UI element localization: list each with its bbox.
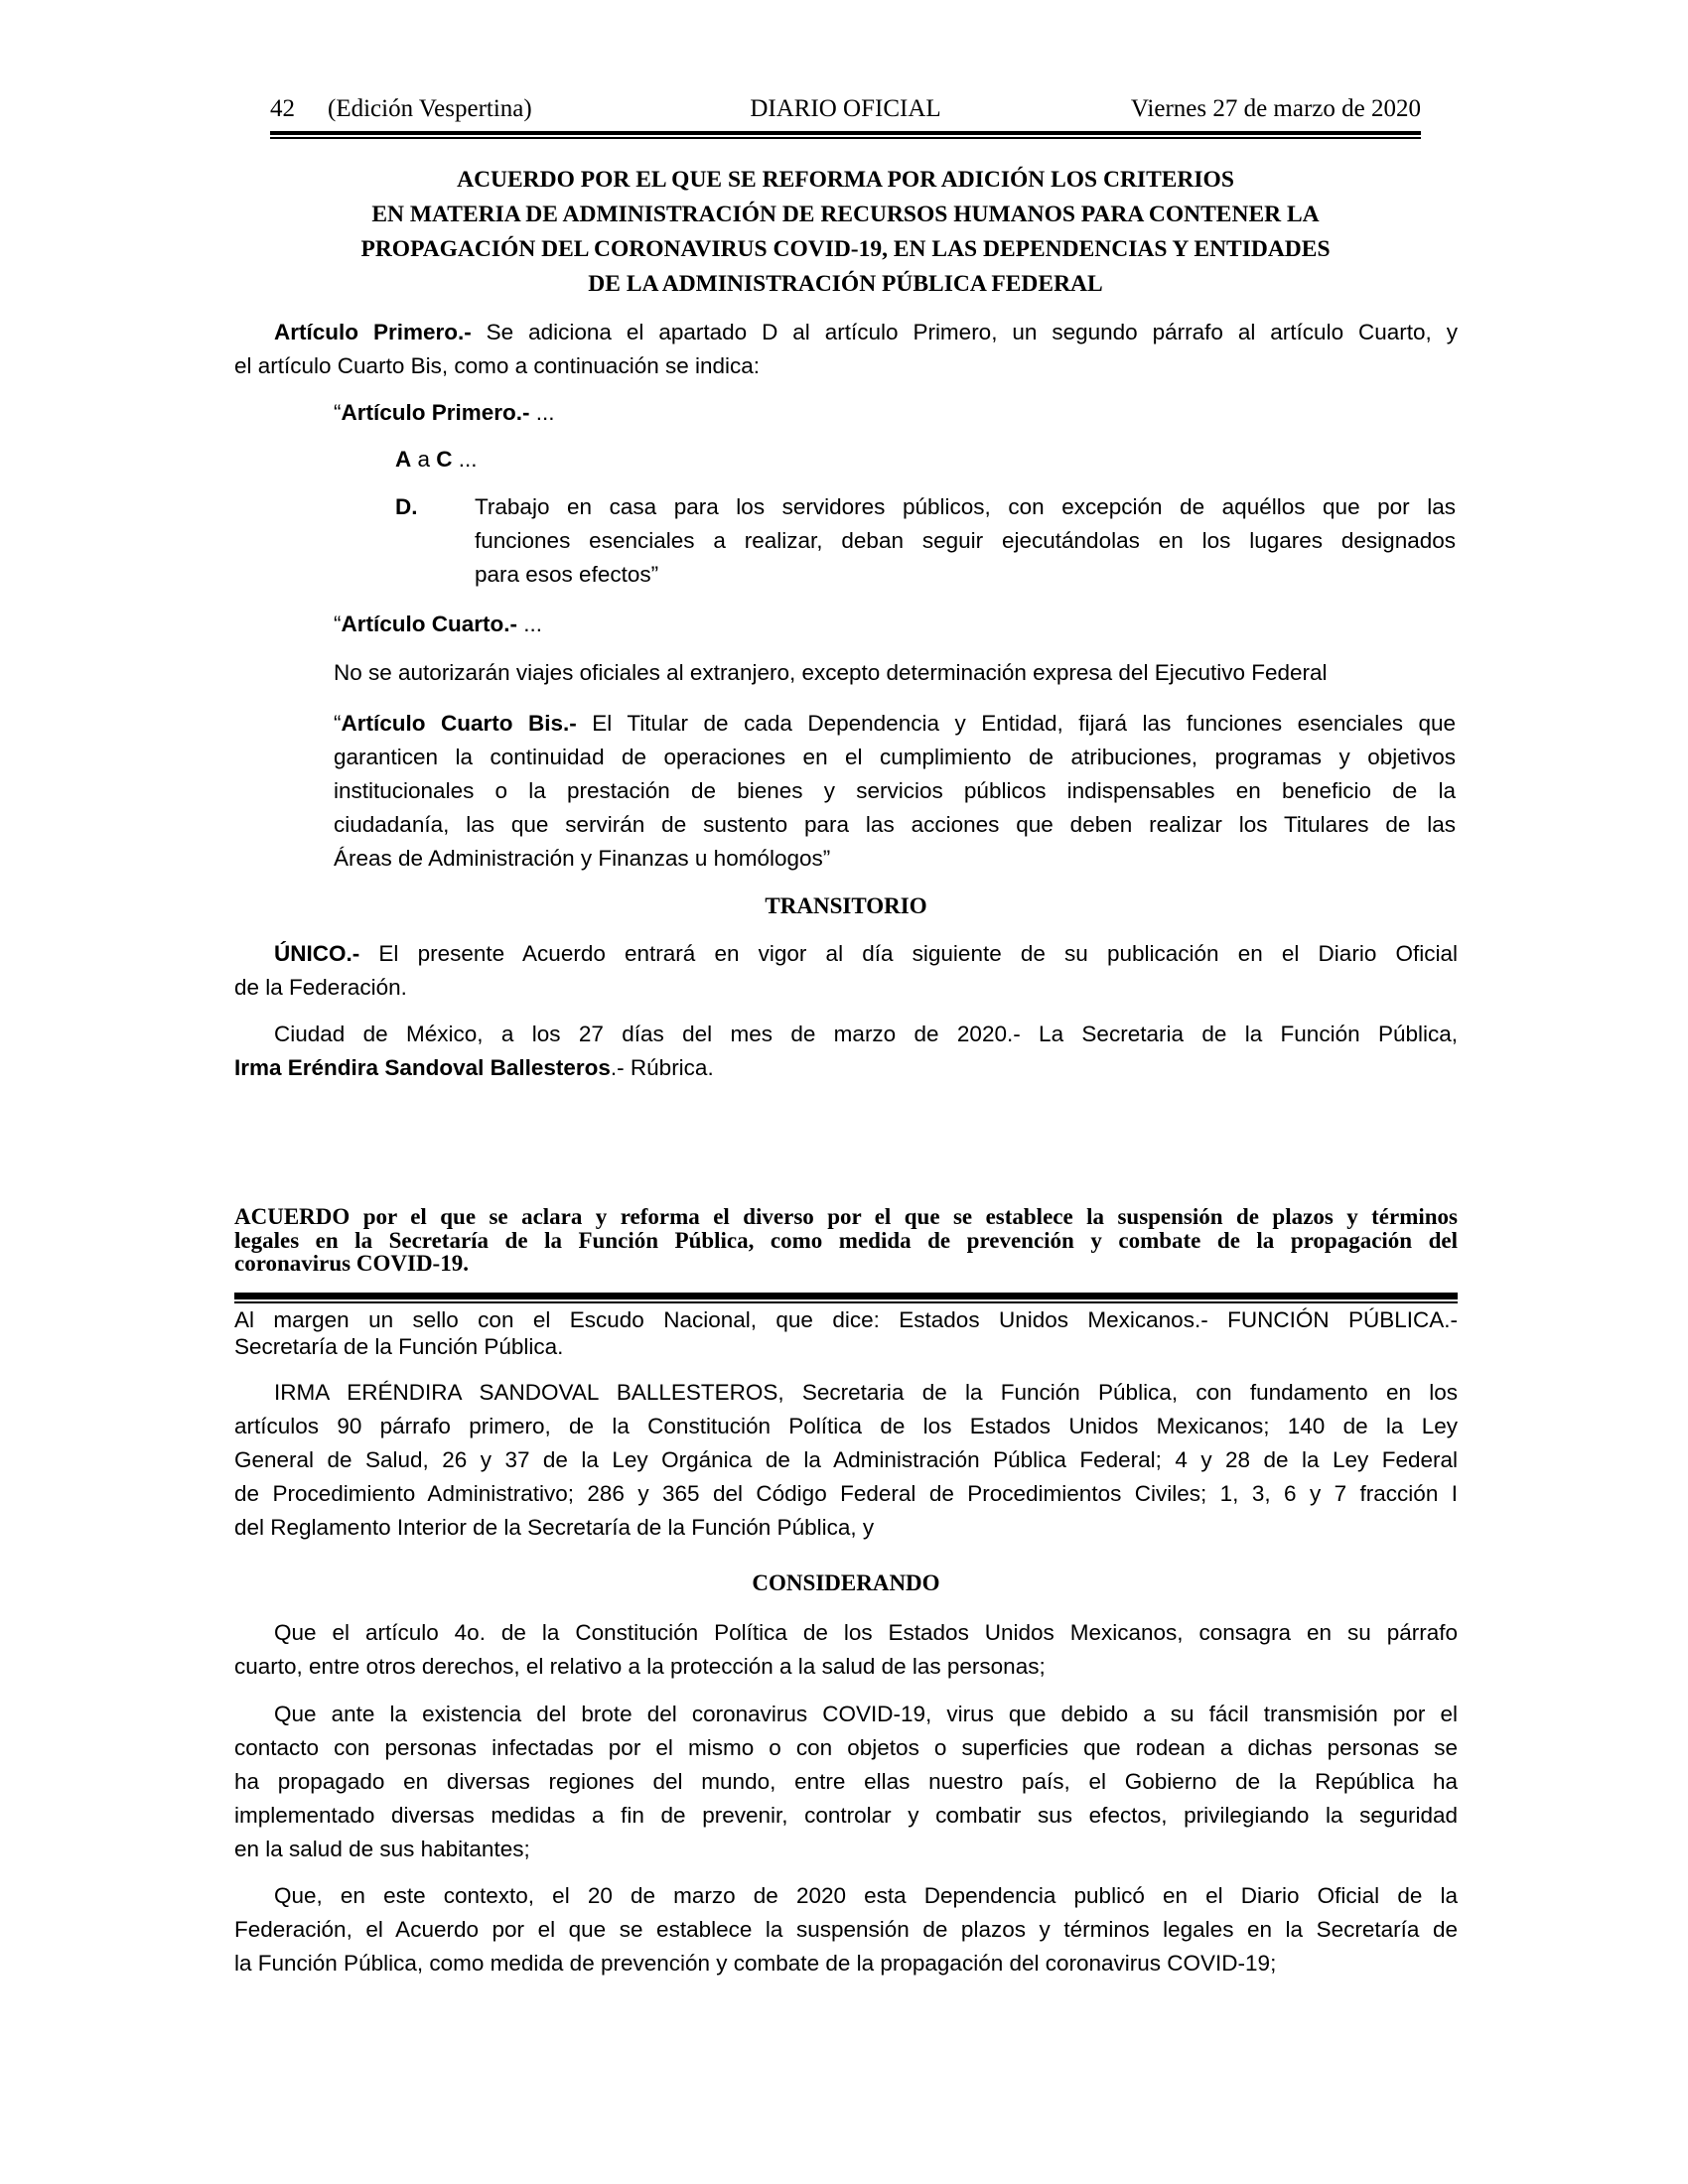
publication-name: DIARIO OFICIAL xyxy=(750,95,941,122)
paragraph-text: Al margen un sello con el Escudo Nacional, que dice: Estados Unidos Mexicanos.- FUNCIÓN PÚBLICA.- xyxy=(234,1307,1458,1332)
paragraph-text: Que, en este contexto, el 20 de marzo de 2020 esta Dependencia publicó en el Diario Oficial de la xyxy=(274,1883,1458,1908)
header-rule-thin xyxy=(270,137,1421,139)
open-quote: “ xyxy=(334,711,342,736)
title-line: ACUERDO por el que se aclara y reforma el diverso por el que se establece la suspensión de plazos y términos xyxy=(234,1204,1458,1229)
ellipsis: ... xyxy=(529,400,555,425)
cuarto-segundo-parrafo: No se autorizarán viajes oficiales al extranjero, excepto determinación expresa del Ejecutivo Federal xyxy=(334,660,1328,685)
apartado-a: A xyxy=(395,447,412,472)
paragraph-text: ciudadanía, las que servirán de sustento para las acciones que deben realizar los Titulares de las xyxy=(334,812,1456,837)
publication-date: Viernes 27 de marzo de 2020 xyxy=(1130,95,1421,122)
paragraph-text: artículos 90 párrafo primero, de la Constitución Política de los Estados Unidos Mexicanos; 140 de la Ley xyxy=(234,1414,1458,1438)
title-line: legales en la Secretaría de la Función Pública, como medida de prevención y combate de la propagación del xyxy=(234,1227,1458,1253)
considerando-paragraph xyxy=(234,1698,1458,1866)
running-header xyxy=(270,95,1421,127)
paragraph-text: IRMA ERÉNDIRA SANDOVAL BALLESTEROS, Secretaria de la Función Pública, con fundamento en los xyxy=(274,1380,1458,1405)
closing-text: Ciudad de México, a los 27 días del mes de marzo de 2020.- La Secretaria de la Función Pública, xyxy=(274,1022,1458,1046)
paragraph-text: Trabajo en casa para los servidores públicos, con excepción de aquéllos que por las xyxy=(475,494,1456,519)
open-quote: “ xyxy=(334,612,342,636)
considerando-heading: CONSIDERANDO xyxy=(752,1570,940,1595)
paragraph-text: en la salud de sus habitantes; xyxy=(234,1837,530,1861)
paragraph-text: la Función Pública, como medida de prevención y combate de la propagación del coronavirus COVID-19; xyxy=(234,1951,1277,1976)
paragraph-text: el artículo Cuarto Bis, como a continuación se indica: xyxy=(234,353,761,378)
paragraph-text: de Procedimiento Administrativo; 286 y 365 del Código Federal de Procedimientos Civiles; 1, 3, 6 y 7 fracción I xyxy=(234,1481,1458,1506)
articulo-cuarto-bis xyxy=(334,707,1456,876)
apartado-d-text xyxy=(475,490,1456,592)
edition-label: (Edición Vespertina) xyxy=(328,95,532,122)
paragraph-text: Federación, el Acuerdo por el que se establece la suspensión de plazos y términos legales en la Secretaría de xyxy=(234,1917,1458,1942)
paragraph-text: Áreas de Administración y Finanzas u homólogos” xyxy=(334,846,831,871)
first-document-title xyxy=(270,163,1421,302)
second-document-title xyxy=(234,1205,1458,1276)
paragraph-text: del Reglamento Interior de la Secretaría de la Función Pública, y xyxy=(234,1515,875,1540)
quoted-articulo-primero xyxy=(334,396,1456,430)
articulo-primero-label: Artículo Primero.- xyxy=(274,320,472,344)
quoted-label: Artículo Cuarto.- xyxy=(341,612,517,636)
header-rule-thick xyxy=(270,131,1421,135)
apartado-c: C xyxy=(436,447,453,472)
quoted-articulo-cuarto xyxy=(334,608,1456,641)
unico-paragraph xyxy=(234,937,1458,1005)
paragraph-text: de la Federación. xyxy=(234,975,407,1000)
apartado-d-label: D. xyxy=(395,494,418,519)
section-rule-thick xyxy=(234,1293,1458,1299)
paragraph-text: funciones esenciales a realizar, deban seguir ejecutándolas en los lugares designados xyxy=(475,528,1456,553)
section-rule-thin xyxy=(234,1301,1458,1303)
title-line: ACUERDO POR EL QUE SE REFORMA POR ADICIÓN LOS CRITERIOS xyxy=(457,167,1234,193)
margin-note xyxy=(234,1306,1458,1360)
apartados-a-c xyxy=(395,443,478,477)
considerando-paragraph xyxy=(234,1616,1458,1684)
title-line: DE LA ADMINISTRACIÓN PÚBLICA FEDERAL xyxy=(588,271,1103,297)
unico-label: ÚNICO.- xyxy=(274,941,360,966)
closing-paragraph xyxy=(234,1018,1458,1085)
paragraph-text: ha propagado en diversas regiones del mundo, entre ellas nuestro país, el Gobierno de la República ha xyxy=(234,1769,1458,1794)
paragraph-text: El presente Acuerdo entrará en vigor al día siguiente de su publicación en el Diario Oficial xyxy=(359,941,1458,966)
ellipsis: ... xyxy=(517,612,543,636)
quoted-label: Artículo Primero.- xyxy=(341,400,530,425)
preamble-paragraph xyxy=(234,1376,1458,1545)
title-line: EN MATERIA DE ADMINISTRACIÓN DE RECURSOS HUMANOS PARA CONTENER LA xyxy=(371,202,1320,227)
signer-name: Irma Eréndira Sandoval Ballesteros xyxy=(234,1055,611,1080)
cuarto-bis-label: Artículo Cuarto Bis.- xyxy=(341,711,577,736)
transitorio-heading: TRANSITORIO xyxy=(765,893,927,918)
paragraph-text: implementado diversas medidas a fin de prevenir, controlar y combatir sus efectos, privilegiando la seguridad xyxy=(234,1803,1458,1828)
page-number: 42 xyxy=(270,95,295,122)
title-line: PROPAGACIÓN DEL CORONAVIRUS COVID-19, EN LAS DEPENDENCIAS Y ENTIDADES xyxy=(360,236,1331,262)
paragraph-text: Que ante la existencia del brote del coronavirus COVID-19, virus que debido a su fácil transmisión por el xyxy=(274,1702,1458,1726)
paragraph-text: Secretaría de la Función Pública. xyxy=(234,1334,564,1359)
paragraph-text: El Titular de cada Dependencia y Entidad, fijará las funciones esenciales que xyxy=(576,711,1456,736)
paragraph-text: garanticen la continuidad de operaciones en el cumplimiento de atribuciones, programas y objetivos xyxy=(334,745,1456,769)
paragraph-text: contacto con personas infectadas por el mismo o con objetos o superficies que rodean a dichas personas se xyxy=(234,1735,1458,1760)
title-line: coronavirus COVID-19. xyxy=(234,1251,469,1276)
considerando-paragraph xyxy=(234,1879,1458,1980)
paragraph-text: Se adiciona el apartado D al artículo Primero, un segundo párrafo al artículo Cuarto, y xyxy=(471,320,1458,344)
paragraph-text: cuarto, entre otros derechos, el relativo a la protección a la salud de las personas; xyxy=(234,1654,1046,1679)
paragraph-text: Que el artículo 4o. de la Constitución Política de los Estados Unidos Mexicanos, consagra en su párrafo xyxy=(274,1620,1458,1645)
rubrica-text: .- Rúbrica. xyxy=(610,1055,714,1080)
open-quote: “ xyxy=(334,400,342,425)
connector: a xyxy=(411,447,437,472)
paragraph-text: para esos efectos” xyxy=(475,562,659,587)
paragraph-text: General de Salud, 26 y 37 de la Ley Orgánica de la Administración Pública Federal; 4 y 28 de la Ley Federal xyxy=(234,1447,1458,1472)
ellipsis: ... xyxy=(452,447,478,472)
paragraph-text: institucionales o la prestación de bienes y servicios públicos indispensables en beneficio de la xyxy=(334,778,1456,803)
articulo-primero-paragraph xyxy=(234,316,1458,383)
